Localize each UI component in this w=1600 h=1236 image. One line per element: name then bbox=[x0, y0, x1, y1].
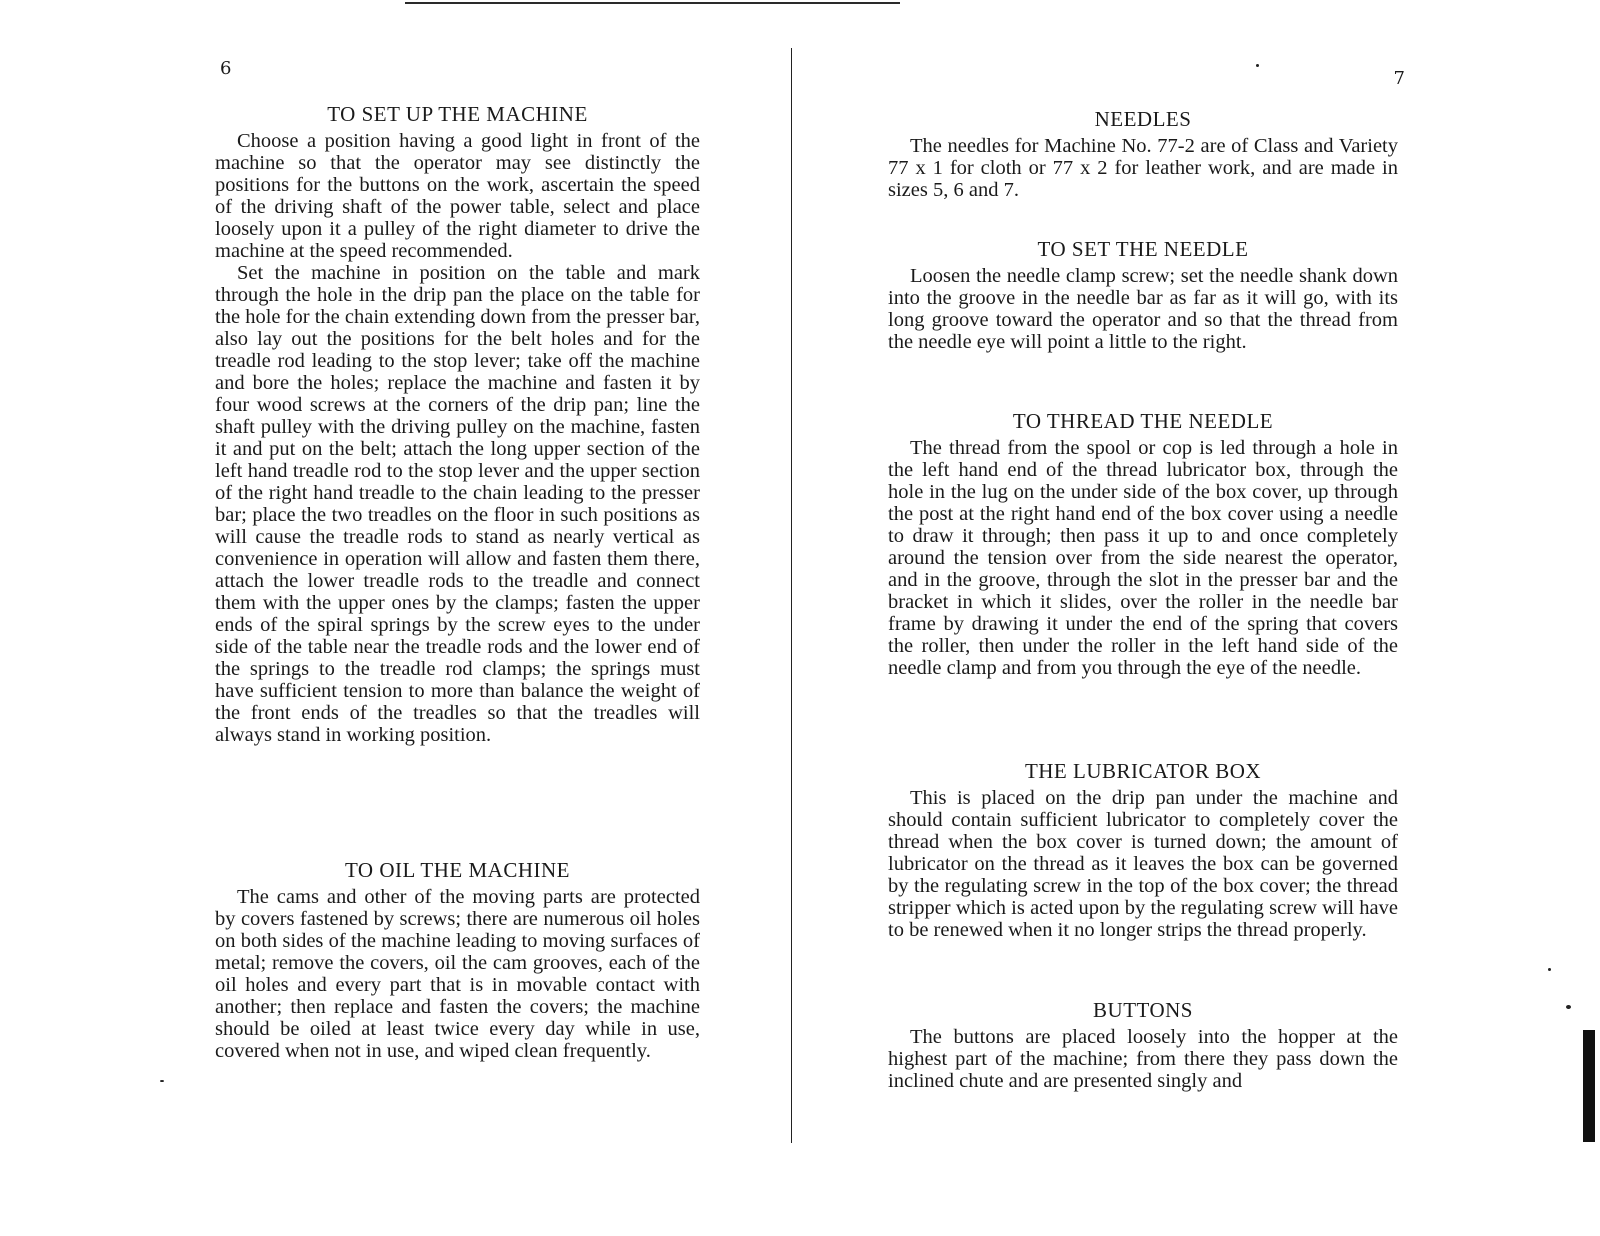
paragraph: Choose a position having a good light in front of the machine so that the operator may see distinctly the positions for the buttons on the work, ascertain the speed of the driving shaft of the power table, select and place loosely upon it a pulley of the right diameter to drive the machine at the speed recommended. bbox=[215, 130, 700, 262]
paragraph: The cams and other of the moving parts are protected by covers fastened by screws; there are numerous oil holes on both sides of the machine leading to moving surfaces of metal; remove the covers, oil the cam grooves, each of the oil holes and every part that is in movable contact with another; then replace and fasten the covers; the machine should be oiled at least twice every day while in use, covered when not in use, and wiped clean frequently. bbox=[215, 886, 700, 1062]
section-set-up-machine bbox=[215, 102, 700, 746]
section-heading: NEEDLES bbox=[1094, 107, 1192, 131]
page-number: 6 bbox=[220, 58, 232, 79]
paragraph: This is placed on the drip pan under the machine and should contain sufficient lubricator to completely cover the thread when the box cover is turned down; the amount of lubricator on the thread as it leaves the box can be governed by the regulating screw in the top of the box cover; the thread stripper which is acted upon by the regulating screw will have to be renewed when it no longer strips the thread properly. bbox=[888, 787, 1398, 941]
section-thread-needle bbox=[888, 409, 1398, 679]
paragraph: Loosen the needle clamp screw; set the needle shank down into the groove in the needle bar as far as it will go, with its long groove toward the operator and so that the thread from the needle eye will point a little to the right. bbox=[888, 265, 1398, 353]
section-set-needle bbox=[888, 237, 1398, 353]
section-buttons bbox=[888, 998, 1398, 1092]
scan-speck bbox=[1548, 968, 1551, 971]
paragraph: The buttons are placed loosely into the hopper at the highest part of the machine; from there they pass down the inclined chute and are presented singly and bbox=[888, 1026, 1398, 1092]
section-lubricator-box bbox=[888, 759, 1398, 941]
section-needles bbox=[888, 107, 1398, 201]
section-heading: THE LUBRICATOR BOX bbox=[1024, 759, 1262, 783]
section-heading: TO THREAD THE NEEDLE bbox=[1012, 409, 1274, 433]
section-heading: TO SET UP THE MACHINE bbox=[327, 102, 588, 126]
scan-speck bbox=[1566, 1005, 1571, 1009]
section-heading: TO OIL THE MACHINE bbox=[344, 858, 570, 882]
paragraph: The thread from the spool or cop is led through a hole in the left hand end of the thread lubricator box, through the hole in the lug on the under side of the box cover, up through the post at the right hand end of the box cover using a needle to draw it through; then pass it up to and once completely around the tension over from the side nearest the operator, and in the groove, through the slot in the presser bar and the bracket in which it slides, over the roller in the needle bar frame by drawing it under the end of the spring that covers the roller, then under the roller in the left hand side of the needle clamp and from you through the eye of the needle. bbox=[888, 437, 1398, 679]
page-number: 7 bbox=[1393, 68, 1405, 89]
paragraph: Set the machine in position on the table and mark through the hole in the drip pan the place on the table for the hole for the chain extending down from the presser bar, also lay out the positions for the belt holes and for the treadle rod leading to the stop lever; take off the machine and bore the holes; replace the machine and fasten it by four wood screws at the corners of the drip pan; line the shaft pulley with the driving pulley on the machine, fasten it and put on the belt; attach the long upper section of the left hand treadle rod to the stop lever and the upper section of the right hand treadle to the chain leading to the presser bar; place the two treadles on the floor in such positions as will cause the treadle rods to stand as nearly vertical as convenience in operation will allow and fasten them there, attach the lower treadle rods to the treadle and connect them with the upper ones by the clamps; fasten the upper ends of the spiral springs by the screw eyes to the under side of the table near the treadle rods and the lower end of the springs to the treadle rod clamps; the springs must have sufficient tension to more than balance the weight of the front ends of the treadles so that the treadles will always stand in working position. bbox=[215, 262, 700, 746]
scan-edge-shadow bbox=[1583, 1030, 1595, 1142]
paragraph: The needles for Machine No. 77-2 are of Class and Variety 77 x 1 for cloth or 77 x 2 for leather work, and are made in sizes 5, 6 and 7. bbox=[888, 135, 1398, 201]
scan-speck bbox=[160, 1080, 164, 1082]
section-oil-machine bbox=[215, 858, 700, 1062]
section-heading: BUTTONS bbox=[1093, 998, 1193, 1022]
section-heading: TO SET THE NEEDLE bbox=[1037, 237, 1249, 261]
scan-speck bbox=[1256, 64, 1259, 67]
page-gutter bbox=[791, 48, 792, 1143]
top-edge-rule bbox=[405, 2, 900, 4]
